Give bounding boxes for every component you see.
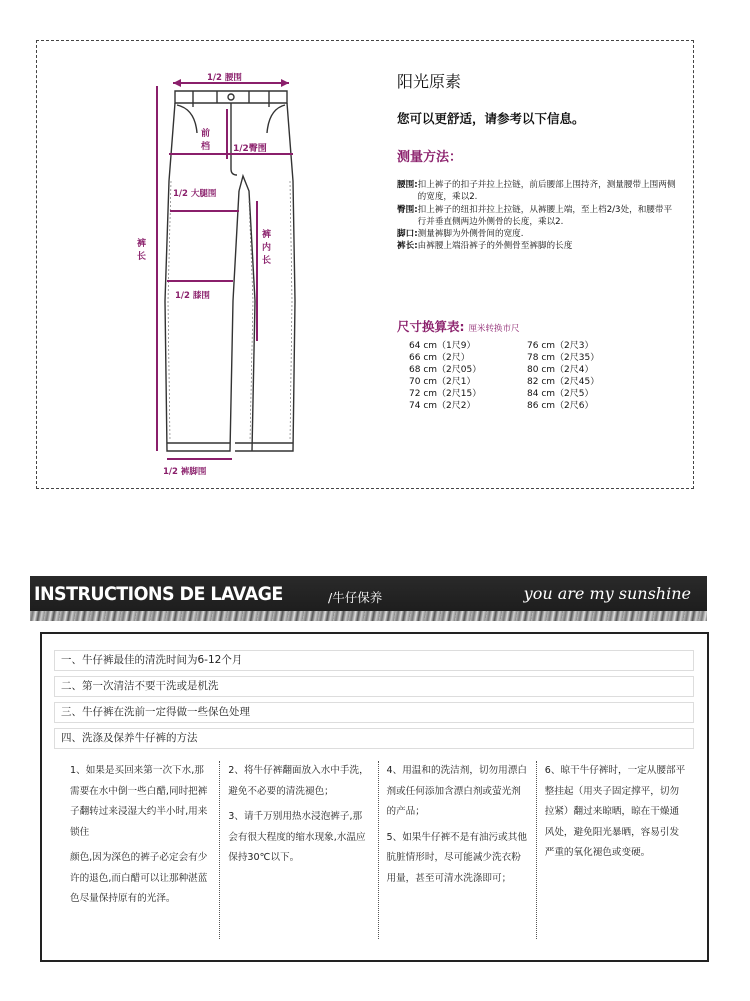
label-knee: 1/2 膝围: [175, 291, 210, 301]
wash-row: 一、牛仔裤最佳的清洗时间为6-12个月: [54, 650, 694, 671]
wash-row: 四、洗涤及保养牛仔裤的方法: [54, 728, 694, 749]
method-desc: 扣上裤子的扣子并拉上拉链，前后腰部上围持齐，测量腰带上围两侧的宽度，乘以2.: [417, 180, 676, 203]
method-item: [397, 204, 677, 229]
banner-title: INSTRUCTIONS DE LAVAGE: [34, 583, 283, 605]
wash-step: 颜色,因为深色的裤子必定会有少许的退色,而白醋可以让那种湛蓝色尽量保持原有的光泽。: [70, 852, 208, 904]
wash-column: [220, 761, 378, 939]
method-list: [397, 179, 677, 253]
subtitle: 您可以更舒适，请参考以下信息。: [397, 111, 585, 126]
label-waist: 1/2 腰围: [207, 73, 242, 83]
banner-slogan: you are my sunshine: [523, 584, 691, 603]
label-hip: 1/2臀围: [233, 144, 267, 154]
method-term: 裤长:: [397, 241, 418, 252]
wash-column: [379, 761, 537, 939]
size-cell: 66 cm（2尺）: [409, 353, 470, 364]
washing-instructions-box: [40, 632, 709, 962]
wash-column: [537, 761, 694, 939]
label-outseam: 裤长: [137, 239, 147, 262]
wash-row: 三、牛仔裤在洗前一定得做一些保色处理: [54, 702, 694, 723]
washing-banner: [30, 576, 707, 621]
method-desc: 测量裤脚为外侧骨间的宽度.: [417, 229, 524, 240]
size-cell: 84 cm（2尺5）: [527, 389, 594, 400]
pants-diagram: [37, 41, 367, 490]
size-note: 厘米转换市尺: [468, 324, 520, 334]
wash-step: 4、用温和的洗洁剂，切勿用漂白剂或任何添加含漂白剂或萤光剂的产品；: [386, 765, 527, 817]
method-title: 测量方法：: [397, 150, 463, 165]
size-cell: 86 cm（2尺6）: [527, 401, 594, 412]
wash-method-columns: [62, 761, 694, 939]
method-desc: 由裤腰上端沿裤子的外侧骨至裤脚的长度: [417, 241, 573, 252]
method-item: [397, 240, 677, 252]
size-cell: 74 cm（2尺2）: [409, 401, 476, 412]
label-thigh: 1/2 大腿围: [173, 189, 217, 199]
size-cell: 76 cm（2尺3）: [527, 341, 594, 351]
banner-subtitle: /牛仔保养: [328, 590, 383, 605]
size-cell: 70 cm（2尺1）: [409, 377, 476, 388]
size-title-text: 尺寸换算表:: [397, 319, 465, 334]
wash-step: 1、如果是买回来第一次下水,那需要在水中倒一些白醋,同时把裤子翻转过来浸湿大约半小时,用来锁住: [70, 765, 208, 838]
wash-row: 二、第一次清洁不要干洗或是机洗: [54, 676, 694, 697]
label-inseam: 裤内长: [262, 230, 272, 266]
size-cell: 64 cm（1尺9）: [409, 341, 476, 351]
brand-title: 阳光原素: [397, 72, 462, 91]
wash-step: 2、将牛仔裤翻面放入水中手洗，避免不必要的清洗褪色；: [228, 765, 369, 797]
measurement-panel: [36, 40, 694, 489]
method-item: [397, 228, 677, 240]
method-term: 臀围:: [397, 204, 418, 215]
label-front-rise: 前档: [201, 129, 211, 152]
method-item: [397, 179, 677, 204]
size-table-title: [397, 317, 520, 335]
wash-column: [62, 761, 220, 939]
size-table: [409, 340, 637, 413]
size-cell: 78 cm（2尺35）: [527, 353, 600, 364]
size-cell: 72 cm（2尺15）: [409, 389, 482, 400]
wash-step: 6、晾干牛仔裤时，一定从腰部平整挂起（用夹子固定撑平，切勿拉紧）翻过来晾晒，晾在干燥通风处，避免阳光暴晒，容易引发严重的氧化褪色或变硬。: [544, 765, 686, 858]
camo-strip: [30, 611, 707, 621]
method-desc: 扣上裤子的纽扣并拉上拉链，从裤腰上端，至上档2/3处，和腰带平行并垂直侧两边外侧骨的长度，乘以2.: [417, 204, 673, 227]
method-term: 腰围:: [397, 180, 418, 190]
size-cell: 82 cm（2尺45）: [527, 377, 600, 388]
label-hem: 1/2 裤脚围: [163, 467, 207, 477]
wash-step: 3、请千万别用热水浸泡裤子,那会有很大程度的缩水现象,水温应保持30℃以下。: [228, 811, 366, 863]
size-cell: 68 cm（2尺05）: [409, 365, 482, 376]
wash-step: 5、如果牛仔裤不是有油污或其他肮脏情形时，尽可能减少洗衣粉用量，甚至可清水洗涤即可；: [386, 831, 527, 884]
size-cell: 80 cm（2尺4）: [527, 365, 594, 376]
method-term: 脚口:: [397, 229, 418, 240]
